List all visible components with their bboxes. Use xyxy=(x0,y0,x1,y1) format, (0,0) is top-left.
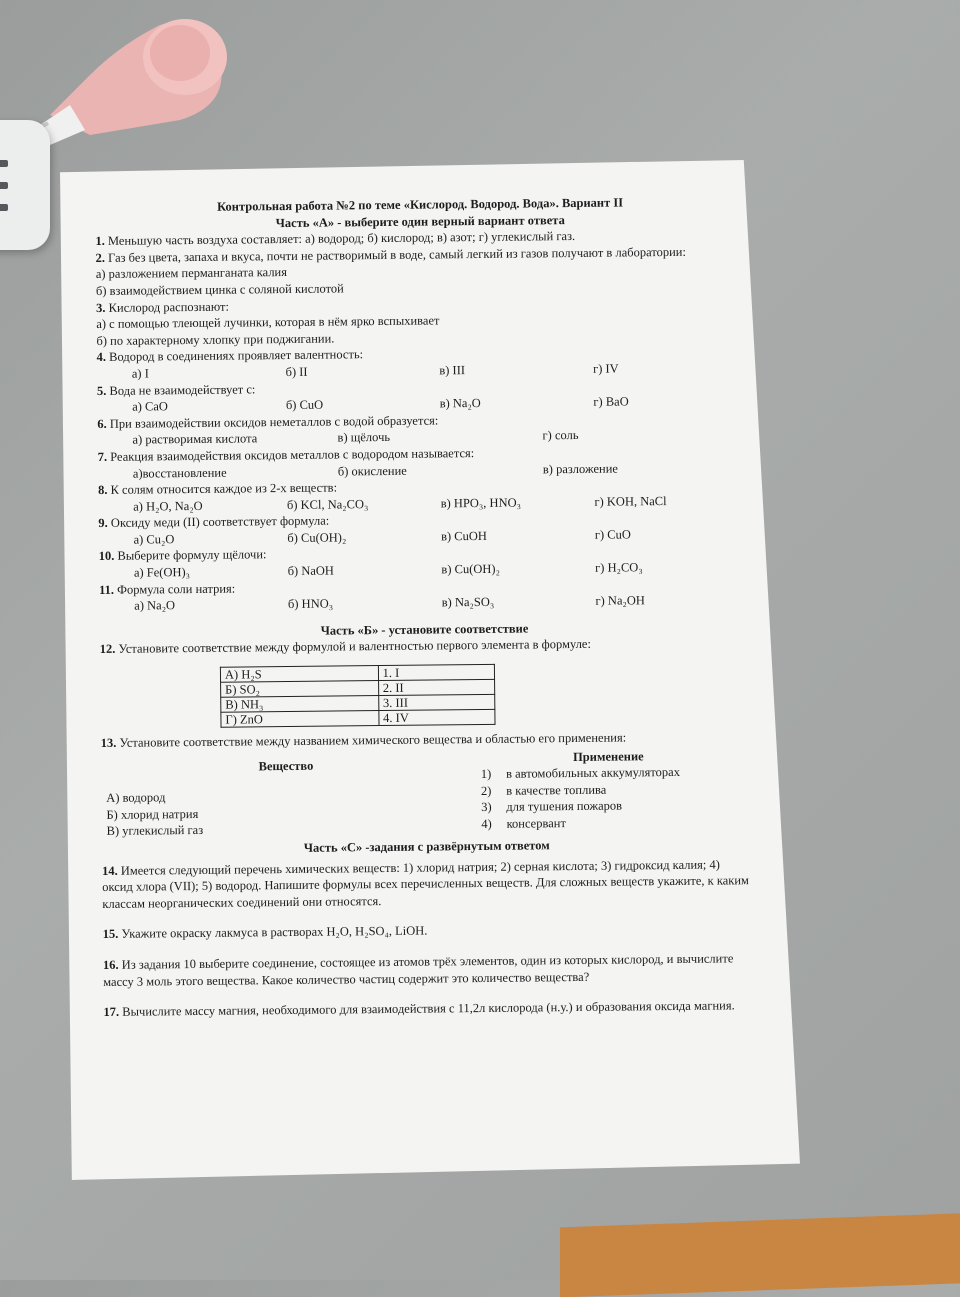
part-a-heading: Часть «А» - выберите один верный вариант ответа xyxy=(275,212,565,230)
valence-cell: 2. II xyxy=(378,679,494,695)
answer-option: в) Cu(OH)₂ xyxy=(441,561,500,577)
formula-cell: А) H₂S xyxy=(220,666,378,683)
question-16: 16. Из задания 10 выберите соединение, состоящее из атомов трёх элементов, один из которых кислород, и вычислите массу 3 моль этого вещества. Какое количество частиц содержит это количество вещества? xyxy=(102,951,734,989)
list-item: 4) консервант xyxy=(481,816,566,831)
answer-option: б) окисление xyxy=(337,463,407,478)
question-13: 13. Установите соответствие между названием химического вещества и областью его применения: xyxy=(100,730,627,751)
answer-option: а) растворимая кислота xyxy=(132,431,258,447)
answer-option: г) KOH, NaCl xyxy=(594,493,667,509)
test-document xyxy=(95,193,754,1021)
question-10: 10. Выберите формулу щёлочи: xyxy=(98,547,267,564)
substance-header: Вещество xyxy=(258,758,314,773)
table-edge xyxy=(560,1213,960,1297)
answer-option: б) взаимодействием цинка с соляной кислотой xyxy=(95,281,344,298)
formula-cell: В) NH₃ xyxy=(221,696,379,713)
list-item: 3) для тушения пожаров xyxy=(481,798,623,815)
answer-option: а) Fe(OH)₃ xyxy=(133,565,191,580)
answer-option: б) II xyxy=(285,364,308,379)
answer-option: б) CuO xyxy=(285,397,324,413)
question-12: 12. Установите соответствие между формулой и валентностью первого элемента в формуле: xyxy=(99,637,591,657)
question-17: 17. Вычислите массу магния, необходимого для взаимодействия с 11,2л кислорода (н.у.) и образования оксида магния. xyxy=(103,998,735,1020)
question-8: 8. К солям относится каждое из 2-х веществ: xyxy=(97,480,338,498)
answer-option: а) Na₂O xyxy=(134,598,176,613)
answer-option: а) Cu₂O xyxy=(133,532,175,547)
answer-option: в) Na₂SO₃ xyxy=(441,595,495,610)
answer-option: г) CuO xyxy=(594,527,631,542)
answer-option: а)восстановление xyxy=(132,465,227,481)
list-item: В) углекислый газ xyxy=(106,823,204,839)
device xyxy=(0,120,50,250)
answer-option: б) Cu(OH)₂ xyxy=(287,530,347,545)
formula-cell: Г) ZnO xyxy=(221,711,379,728)
usage-header: Применение xyxy=(572,748,644,764)
question-11: 11. Формула соли натрия: xyxy=(99,581,236,597)
list-item: А) водород xyxy=(106,790,166,806)
part-b-heading: Часть «Б» - установите соответствие xyxy=(320,621,529,638)
answer-option: а) H₂O, Na₂O xyxy=(133,498,203,514)
answer-option: г) IV xyxy=(592,361,619,376)
answer-option: в) III xyxy=(439,363,466,378)
list-item: 1) в автомобильных аккумуляторах xyxy=(480,765,680,782)
answer-option: б) KCl, Na₂CO₃ xyxy=(286,496,369,512)
answer-option: в) CuOH xyxy=(440,528,487,544)
answer-option: в) Na₂O xyxy=(439,396,481,411)
question-5: 5. Вода не взаимодействует с: xyxy=(96,381,256,398)
question-2: 2. Газ без цвета, запаха и вкуса, почти не растворимый в воде, самый легкий из газов получают в лаборатории: xyxy=(95,244,687,265)
valence-cell: 1. I xyxy=(378,664,494,680)
answer-option: а) с помощью тлеющей лучинки, которая в нём ярко вспыхивает xyxy=(96,313,440,332)
question-1: 1. Меньшую часть воздуха составляет: а) водород; б) кислород; в) азот; г) углекислый газ. xyxy=(95,229,576,249)
substance-column xyxy=(101,750,467,840)
question-9: 9. Оксиду меди (II) соответствует формула: xyxy=(98,513,330,531)
document-title: Контрольная работа №2 по теме «Кислород. Водород. Вода». Вариант II xyxy=(216,195,624,214)
answer-option: б) HNO₃ xyxy=(287,596,334,612)
table-row xyxy=(221,709,495,727)
answer-option: в) щёлочь xyxy=(337,430,391,445)
question-4: 4. Водород в соединениях проявляет валентность: xyxy=(96,347,364,365)
usage-column xyxy=(466,747,752,836)
question-14: 14. Имеется следующий перечень химических веществ: 1) хлорид натрия; 2) серная кислота; 3) гидроксид калия; 4) оксид хлора (VII); 5) водород. Напишите формулы всех перечисленных веществ. Для сложных веществ укажите, к каким классам неорганических соединений они относятся. xyxy=(101,857,749,911)
answer-option: а) I xyxy=(131,366,149,381)
valence-cell: 4. IV xyxy=(379,709,495,725)
answer-option: в) HPO₃, HNO₃ xyxy=(440,495,522,511)
answer-option: а) разложением перманганата калия xyxy=(95,265,288,282)
answer-option: г) Na₂OH xyxy=(595,593,645,609)
matching-table xyxy=(220,664,496,728)
question-7: 7. Реакция взаимодействия оксидов металлов с водородом называется: xyxy=(97,445,475,464)
question-15: 15. Укажите окраску лакмуса в растворах H₂O, H₂SO₄, LiOH. xyxy=(102,923,428,942)
question-6: 6. При взаимодействии оксидов неметаллов с водой образуется: xyxy=(97,413,439,431)
answer-option: б) по характерному хлопку при поджигании. xyxy=(96,331,335,348)
question-3: 3. Кислород распознают: xyxy=(96,299,229,315)
part-c-heading: Часть «С» -задания с развёрнутым ответом xyxy=(303,838,550,855)
matching-columns xyxy=(101,747,752,840)
answer-option: б) NaOH xyxy=(287,563,334,579)
answer-option: г) H₂CO₃ xyxy=(595,560,643,575)
answer-option: г) BaO xyxy=(593,394,629,409)
answer-option: в) разложение xyxy=(542,461,618,476)
answer-option: а) CaO xyxy=(132,399,168,414)
valence-cell: 3. III xyxy=(378,694,494,710)
formula-cell: Б) SO₂ xyxy=(221,681,379,698)
answer-option: г) соль xyxy=(542,428,579,443)
list-item: 2) в качестве топлива xyxy=(480,782,607,798)
correction-tape-icon xyxy=(30,5,230,155)
list-item: Б) хлорид натрия xyxy=(106,806,199,822)
